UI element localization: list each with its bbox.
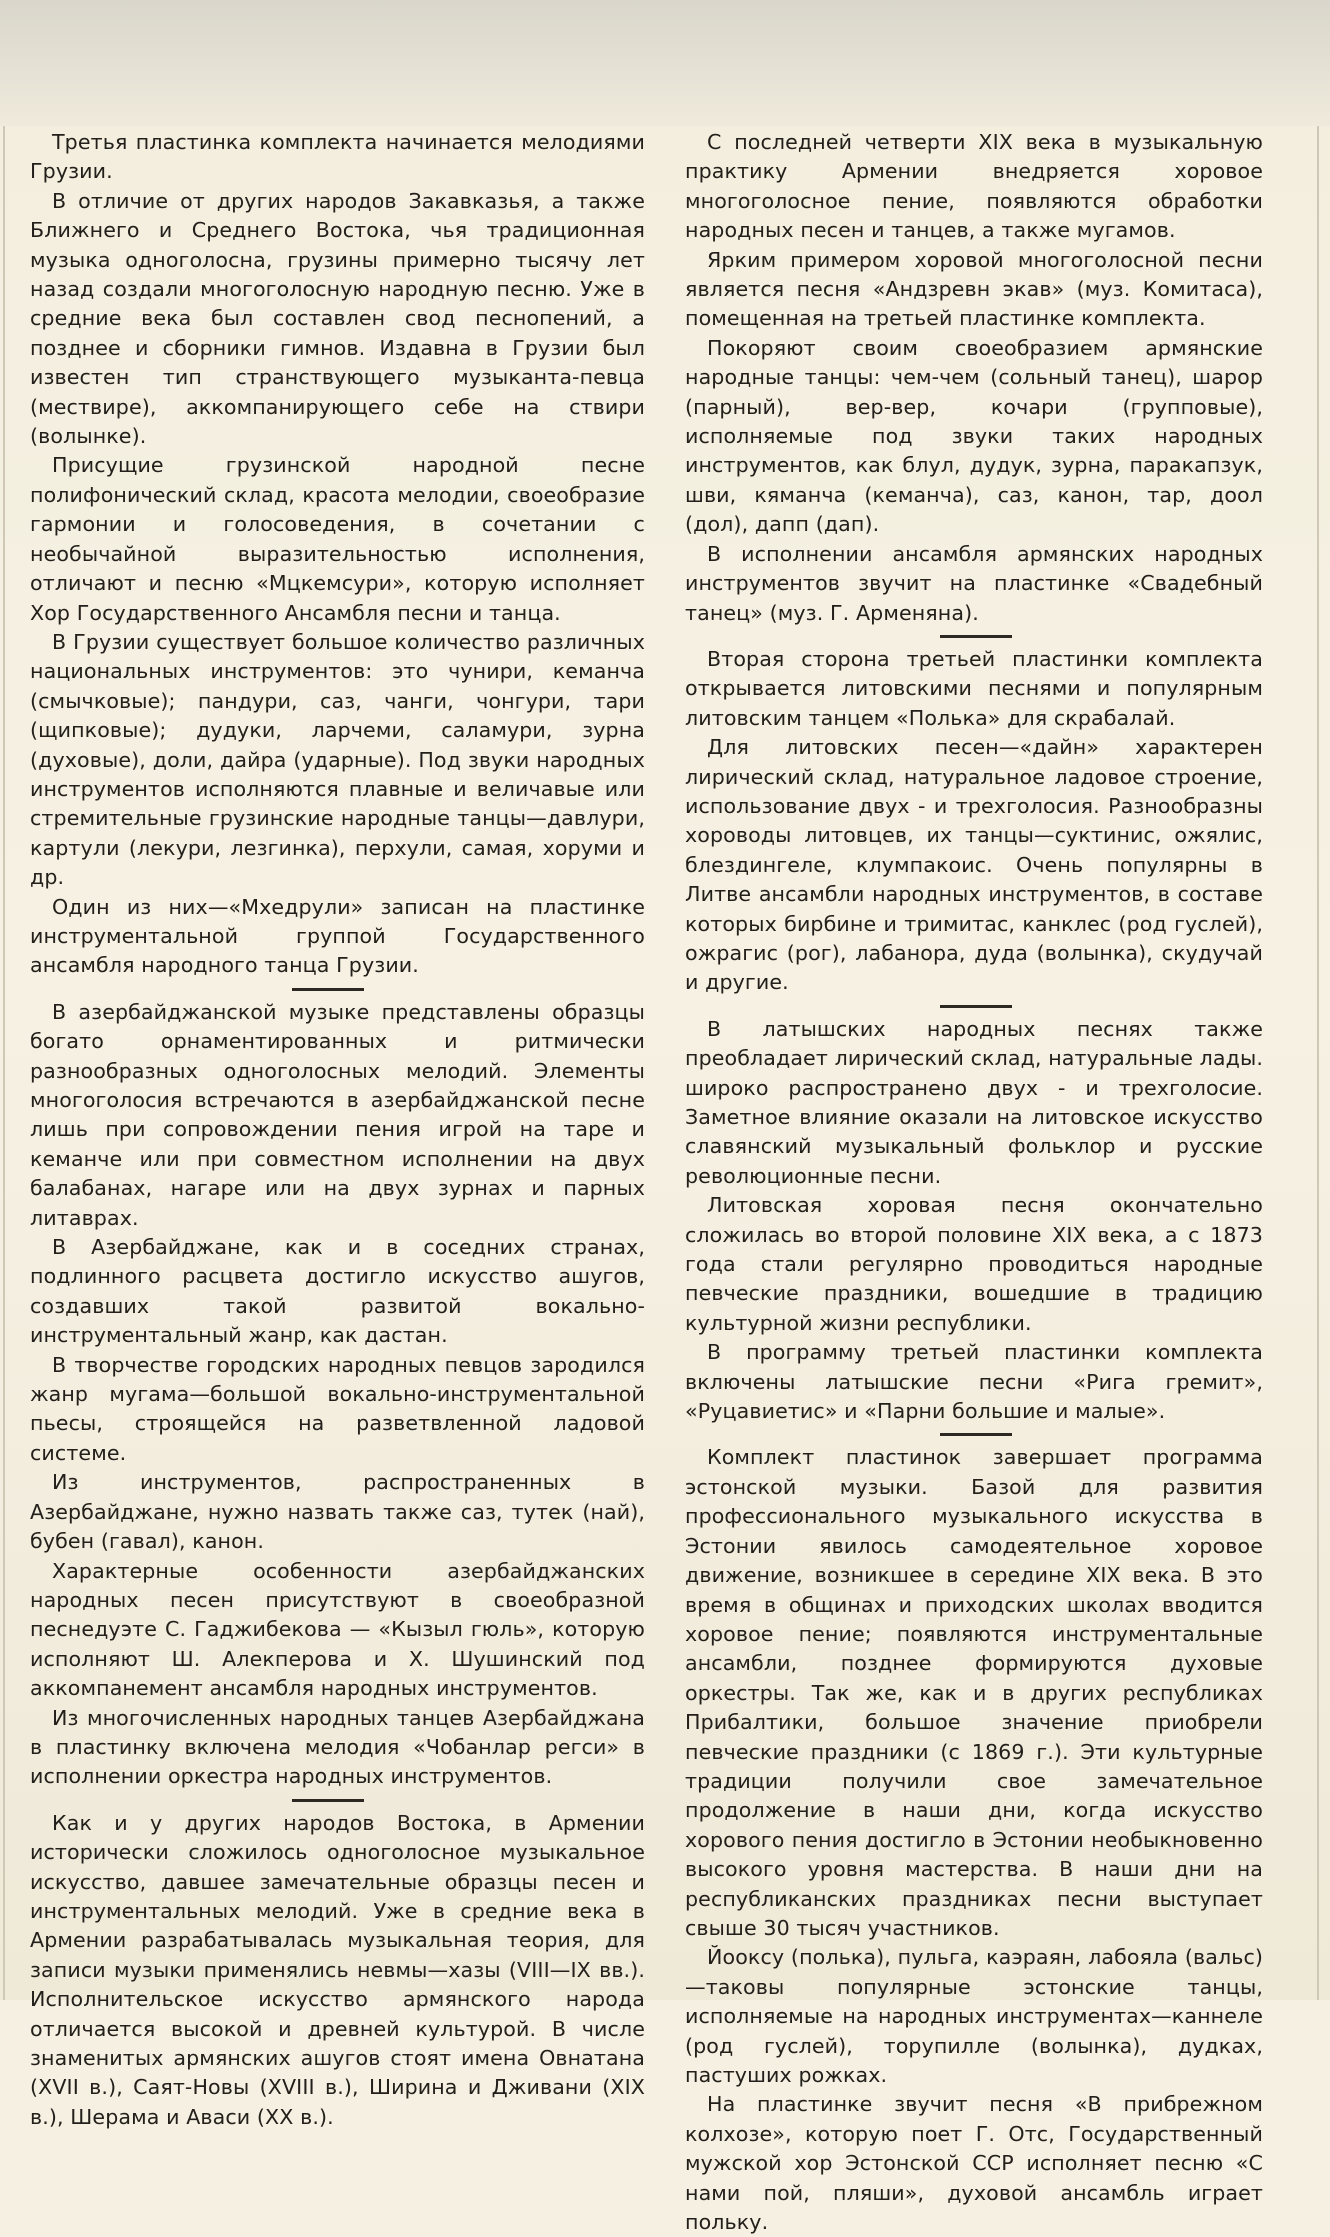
section-separator [292, 1799, 364, 1802]
paragraph: Вторая сторона третьей пластинки комплекта открывается литовскими песнями и популярным литовским танцем «Полька» для скрабалай. [685, 646, 1263, 730]
paragraph: С последней четверти XIX века в музыкальную практику Армении внедряется хоровое многоголосное пение, появляются обработки народных песен и танцев, а также мугамов. [685, 130, 1263, 243]
paragraph: Йооксу (полька), пульга, каэраян, лабояла (вальс)—таковы популярные эстонские танцы, исполняемые на народных инструментах—каннеле (род гуслей), торупилле (волынка), дудках, пастуших рожках. [685, 1945, 1263, 2087]
paragraph: В творчестве городских народных певцов зародился жанр мугама—большой вокально-инструментальной пьесы, строящейся на разветвленной ладовой системе. [30, 1352, 645, 1465]
page-fold-left [3, 126, 5, 2000]
paragraph: На пластинке звучит песня «В прибрежном колхозе», которую поет Г. Отс, Государственный мужской хор Эстонской ССР исполняет песню «С нами пой, пляши», духовой ансамбль играет польку. [685, 2092, 1263, 2235]
paragraph: Присущие грузинской народной песне полифонический склад, красота мелодии, своеобразие гармонии и голосоведения, в сочетании с необычайной выразительностью исполнения, отличают и песню «Мцкемсури», которую исполняет Хор Государственного Ансамбля песни и танца. [30, 453, 645, 625]
paragraph: Для литовских песен—«дайн» характерен лирический склад, натуральное ладовое строение, использование двух - и трехголосия. Разнообразны хороводы литовцев, их танцы—суктинис, ожялис, блездингеле, клумпакоис. Очень популярны в Литве ансамбли народных инструментов, в составе которых бирбине и тримитас, канклес (род гуслей), ожрагис (рог), лабанора, дуда (волынка), скудучай и другие. [685, 735, 1263, 995]
paragraph: Как и у других народов Востока, в Армении исторически сложилось одноголосное музыкальное искусство, давшее замечательные образцы песен и инструментальных мелодий. Уже в средние века в Армении разрабатывалась музыкальная теория, для записи музыки применялись невмы—хазы (VIII—IX вв.). Исполнительское искусство армянского народа отличается высокой и древней культурой. В числе знаменитых армянских ашугов стоят имена Овнатана (XVII в.), Саят-Новы (XVIII в.), Ширина и Дживани (XIX в.), Шерама и Аваси (XX в.). [30, 1810, 645, 2129]
paragraph: Из инструментов, распространенных в Азербайджане, нужно назвать также саз, тутек (най), бубен (гавал), канон. [30, 1470, 645, 1554]
right-column [685, 128, 1263, 2237]
paragraph: Литовская хоровая песня окончательно сложилась во второй половине XIX века, а с 1873 года стали регулярно проводиться народные певческие праздники, вошедшие в традицию культурной жизни республики. [685, 1193, 1263, 1335]
section-separator [940, 635, 1012, 638]
left-column [30, 128, 645, 2132]
section-separator [940, 1005, 1012, 1008]
paragraph: В Азербайджане, как и в соседних странах, подлинного расцвета достигло искусство ашугов, создавших такой развитой вокально-инструментальный жанр, как дастан. [30, 1235, 645, 1348]
section-separator [292, 988, 364, 991]
paragraph: Из многочисленных народных танцев Азербайджана в пластинку включена мелодия «Чобанлар регси» в исполнении оркестра народных инструментов. [30, 1705, 645, 1789]
paragraph: Покоряют своим своеобразием армянские народные танцы: чем-чем (сольный танец), шарор (парный), вер-вер, кочари (групповые), исполняемые под звуки таких народных инструментов, как блул, дудук, зурна, паракапзук, шви, кяманча (кеманча), саз, канон, тар, доол (дол), дапп (дап). [685, 335, 1263, 537]
paragraph: Ярким примером хоровой многоголосной песни является песня «Андзревн экав» (муз. Комитаса), помещенная на третьей пластинке комплекта. [685, 247, 1263, 331]
paragraph: Один из них—«Мхедрули» записан на пластинке инструментальной группой Государственного ансамбля народного танца Грузии. [30, 894, 645, 978]
page-top-edge [0, 0, 1330, 126]
paragraph: Характерные особенности азербайджанских народных песен присутствуют в своеобразной песнедуэте С. Гаджибекова — «Кызыл гюль», которую исполняют Ш. Алекперова и Х. Шушинский под аккомпанемент ансамбля народных инструментов. [30, 1558, 645, 1701]
paragraph: В исполнении ансамбля армянских народных инструментов звучит на пластинке «Свадебный танец» (муз. Г. Арменяна). [685, 541, 1263, 625]
paragraph: В Грузии существует большое количество различных национальных инструментов: это чунири, кеманча (смычковые); пандури, саз, чанги, чонгури, тари (щипковые); дудуки, ларчеми, саламури, зурна (духовые), доли, дайра (ударные). Под звуки народных инструментов исполняются плавные и величавые или стремительные грузинские народные танцы—давлури, картули (лекури, лезгинка), перхули, самая, хоруми и др. [30, 629, 645, 890]
paragraph: В латышских народных песнях также преобладает лирический склад, натуральные лады. широко распространено двух - и трехголосие. Заметное влияние оказали на литовское искусство славянский музыкальный фольклор и русские революционные песни. [685, 1016, 1263, 1188]
paragraph: В программу третьей пластинки комплекта включены латышские песни «Рига гремит», «Руцавиетис» и «Парни большие и малые». [685, 1340, 1263, 1424]
page-fold-right [1317, 126, 1319, 2000]
paragraph: Третья пластинка комплекта начинается мелодиями Грузии. [30, 130, 645, 184]
section-separator [940, 1433, 1012, 1436]
paragraph: В азербайджанской музыке представлены образцы богато орнаментированных и ритмически разнообразных одноголосных мелодий. Элементы многоголосия встречаются в азербайджанской песне лишь при сопровождении пения игрой на таре и кеманче или при совместном исполнении на двух балабанах, нагаре или на двух зурнах и парных литаврах. [30, 999, 645, 1230]
paragraph: В отличие от других народов Закавказья, а также Ближнего и Среднего Востока, чья традиционная музыка одноголосна, грузины примерно тысячу лет назад создали многоголосную народную песню. Уже в средние века был составлен свод песнопений, а позднее и сборники гимнов. Издавна в Грузии был известен тип странствующего музыканта-певца (мествире), аккомпанирующего себе на ствири (волынке). [30, 188, 645, 449]
paragraph: Комплект пластинок завершает программа эстонской музыки. Базой для развития профессионального музыкального искусства в Эстонии явилось самодеятельное хоровое движение, возникшее в середине XIX века. В это время в общинах и приходских школах вводится хоровое пение; появляются инструментальные ансамбли, позднее формируются духовые оркестры. Так же, как и в других республиках Прибалтики, большое значение приобрели певческие праздники (с 1869 г.). Эти культурные традиции получили свое замечательное продолжение в наши дни, когда искусство хорового пения достигло в Эстонии необыкновенно высокого уровня мастерства. В наши дни на республиканских праздниках песни выступает свыше 30 тысяч участников. [685, 1445, 1263, 1940]
